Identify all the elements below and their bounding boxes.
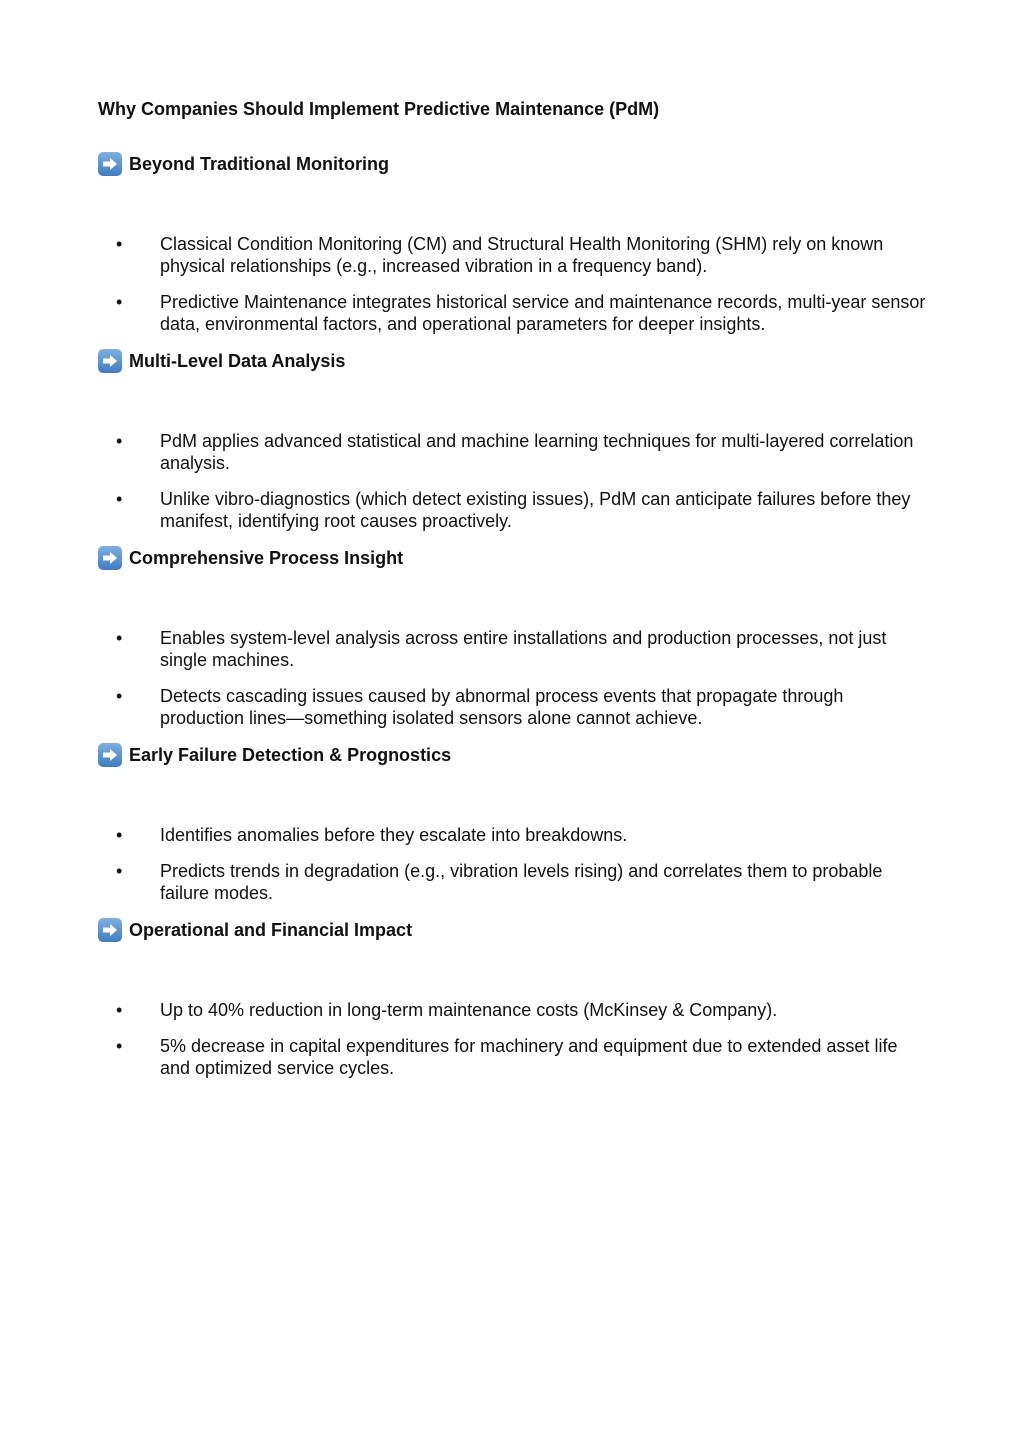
section-heading: [98, 152, 928, 176]
section-heading: [98, 349, 928, 373]
bullet-list: [98, 233, 928, 335]
document: [98, 97, 928, 1093]
list-item-text: PdM applies advanced statistical and machine learning techniques for multi-layered correlation analysis.: [160, 431, 914, 473]
list-item-text: Unlike vibro-diagnostics (which detect existing issues), PdM can anticipate failures before they manifest, identifying root causes proactively.: [160, 489, 911, 531]
bullet-icon: •: [116, 234, 123, 254]
list-item-text: Classical Condition Monitoring (CM) and Structural Health Monitoring (SHM) rely on known physical relationships (e.g., increased vibration in a frequency band).: [160, 234, 884, 276]
section-heading: [98, 546, 928, 570]
section-heading-text: Multi-Level Data Analysis: [129, 351, 346, 371]
list-item-text: Predictive Maintenance integrates historical service and maintenance records, multi-year sensor data, environmental factors, and operational parameters for deeper insights.: [160, 292, 926, 334]
list-item-text: 5% decrease in capital expenditures for machinery and equipment due to extended asset life and optimized service cycles.: [160, 1036, 898, 1078]
right-arrow-icon: [98, 349, 122, 373]
bullet-icon: •: [116, 825, 123, 845]
section-heading-text: Early Failure Detection & Prognostics: [129, 745, 452, 765]
section-heading-text: Comprehensive Process Insight: [129, 548, 404, 568]
list-item-text: Identifies anomalies before they escalate into breakdowns.: [160, 825, 628, 845]
section-heading: [98, 743, 928, 767]
list-item-text: Enables system-level analysis across entire installations and production processes, not just single machines.: [160, 628, 887, 670]
list-item: [98, 488, 928, 532]
list-item: [98, 999, 928, 1021]
section-heading-text: Beyond Traditional Monitoring: [129, 154, 389, 174]
bullet-icon: •: [116, 489, 123, 509]
bullet-icon: •: [116, 292, 123, 312]
section-heading: [98, 918, 928, 942]
bullet-list: [98, 627, 928, 729]
list-item: [98, 430, 928, 474]
bullet-icon: •: [116, 1036, 123, 1056]
right-arrow-icon: [98, 918, 122, 942]
document-title: Why Companies Should Implement Predictive Maintenance (PdM): [98, 99, 660, 119]
bullet-icon: •: [116, 861, 123, 881]
bullet-list: [98, 824, 928, 904]
list-item: [98, 291, 928, 335]
list-item-text: Predicts trends in degradation (e.g., vibration levels rising) and correlates them to probable failure modes.: [160, 861, 883, 903]
bullet-list: [98, 999, 928, 1079]
list-item: [98, 1035, 928, 1079]
right-arrow-icon: [98, 546, 122, 570]
right-arrow-icon: [98, 743, 122, 767]
sections: [98, 152, 928, 1079]
list-item: [98, 233, 928, 277]
list-item: [98, 685, 928, 729]
bullet-icon: •: [116, 686, 123, 706]
bullet-icon: •: [116, 628, 123, 648]
list-item: [98, 627, 928, 671]
list-item-text: Up to 40% reduction in long-term maintenance costs (McKinsey & Company).: [160, 1000, 778, 1020]
bullet-list: [98, 430, 928, 532]
list-item: [98, 824, 928, 846]
right-arrow-icon: [98, 152, 122, 176]
bullet-icon: •: [116, 431, 123, 451]
list-item-text: Detects cascading issues caused by abnormal process events that propagate through production lines—something isolated sensors alone cannot achieve.: [160, 686, 844, 728]
list-item: [98, 860, 928, 904]
section-heading-text: Operational and Financial Impact: [129, 920, 413, 940]
bullet-icon: •: [116, 1000, 123, 1020]
